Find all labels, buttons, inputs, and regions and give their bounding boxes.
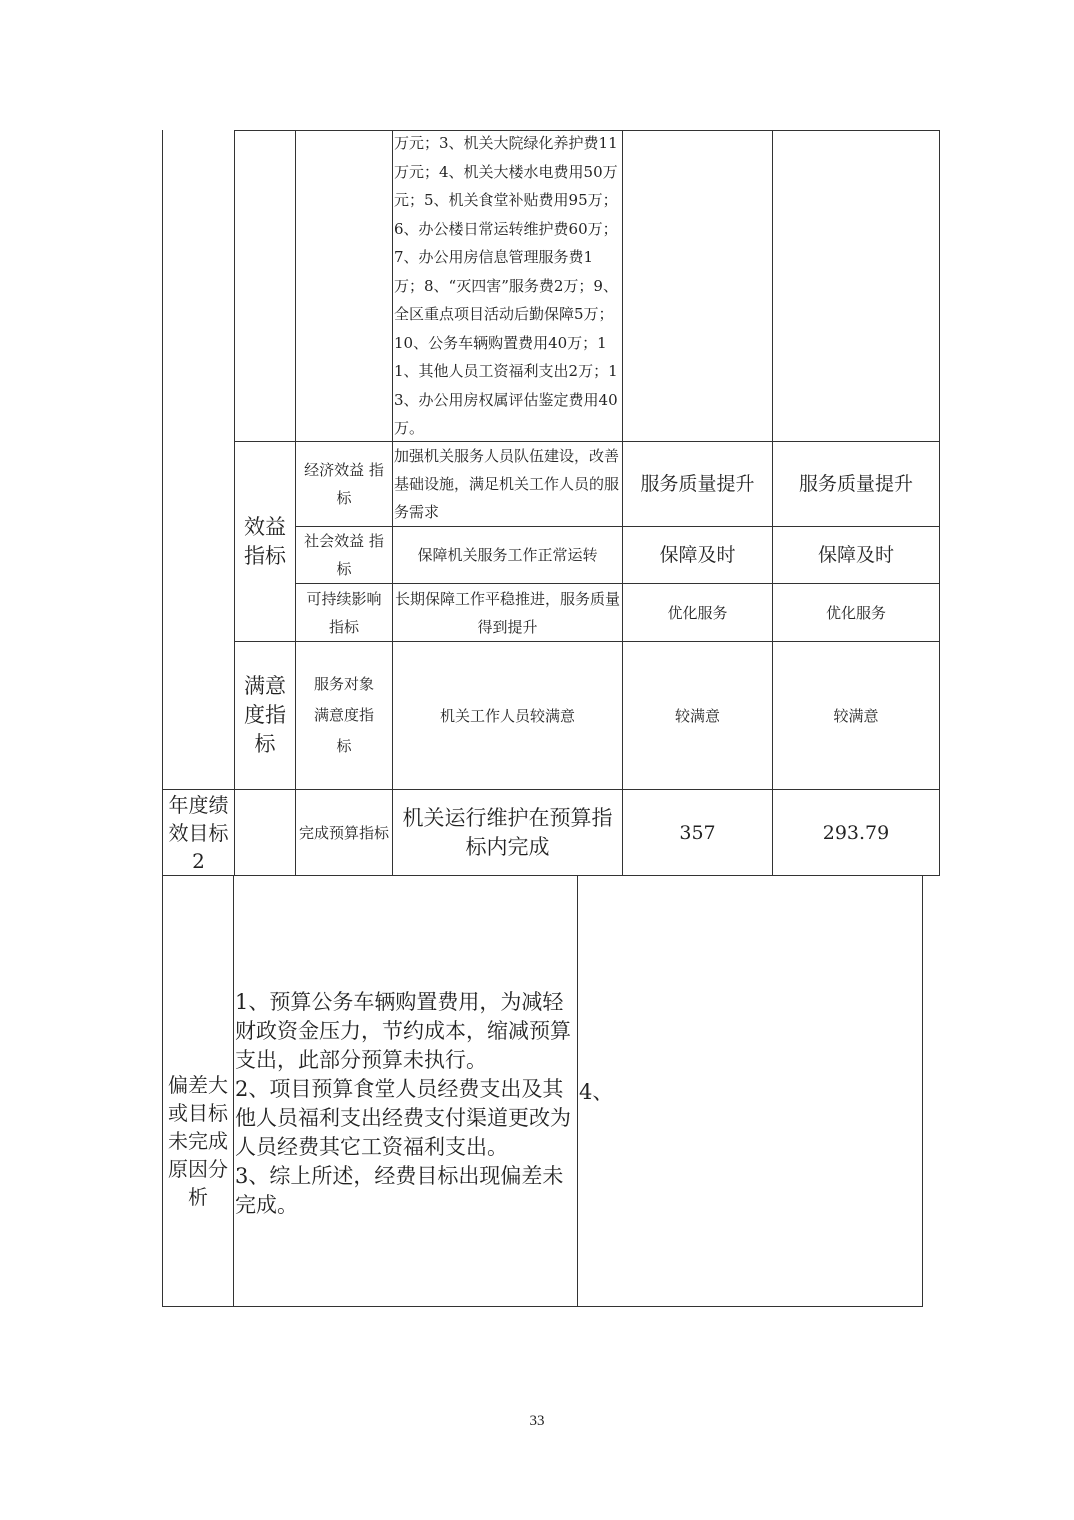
deviation-label: 偏差大或目标未完成原因分析 xyxy=(168,1073,228,1209)
benefit-category-label: 效益指标 xyxy=(244,514,286,568)
vline-outer-left xyxy=(162,130,163,876)
satisfaction-category-cell xyxy=(235,642,295,789)
satisfaction-target-value: 较满意 xyxy=(674,706,720,725)
satisfaction-indicator-label: 服务对象满意度指标 xyxy=(313,675,374,755)
sustain-target-cell xyxy=(623,584,772,641)
econ-indicator-cell xyxy=(296,442,392,526)
goal2-label: 年度绩效目标2 xyxy=(168,792,229,873)
satisfaction-actual-cell xyxy=(773,642,939,789)
social-target-value: 保障及时 xyxy=(659,544,736,566)
sustain-actual-value: 优化服务 xyxy=(825,603,886,622)
hline-deviation-bottom xyxy=(162,1306,923,1307)
social-actual-value: 保障及时 xyxy=(817,544,894,566)
social-actual-cell xyxy=(773,527,939,583)
deviation-reason-text: 1、预算公务车辆购置费用，为减轻财政资金压力，节约成本，缩减预算支出，此部分预算未执行。 2、项目预算食堂人员经费支出及其他人员福利支出经费支付渠道更改为人员经费其它工资福利支出。 3、综上所述，经费目标出现偏差未完成。 xyxy=(235,990,571,1217)
goal2-actual-value: 293.79 xyxy=(822,821,890,844)
deviation-note-text: 4、 xyxy=(579,1080,614,1104)
satisfaction-content-cell xyxy=(393,642,622,789)
sustain-content-text: 长期保障工作平稳推进，服务质量得到提升 xyxy=(394,589,620,636)
satisfaction-actual-value: 较满意 xyxy=(833,706,879,725)
econ-actual-value: 服务质量提升 xyxy=(798,473,913,495)
deviation-reason-cell xyxy=(234,988,577,1228)
goal2-content-text: 机关运行维护在预算指标内完成 xyxy=(402,805,613,859)
econ-target-value: 服务质量提升 xyxy=(640,473,755,495)
sustain-indicator-label: 可持续影响指标 xyxy=(306,589,382,636)
goal2-target-value: 357 xyxy=(679,821,716,844)
sustain-target-value: 优化服务 xyxy=(667,603,728,622)
econ-content-text: 加强机关服务人员队伍建设，改善基础设施，满足机关工作人员的服务需求 xyxy=(394,447,620,521)
social-target-cell xyxy=(623,527,772,583)
econ-target-cell xyxy=(623,442,772,526)
expense-detail-text: 万元；3、机关大院绿化养护费11万元；4、机关大楼水电费用50万元；5、机关食堂补贴费用95万；6、办公楼日常运转维护费60万；7、办公用房信息管理服务费1万；8、“灭四害”服务费2万；9、全区重点项目活动后勤保障5万；10、公务车辆购置费用40万；11、其他人员工资福利支出2万；13、办公用房权属评估鉴定费用40万。 xyxy=(394,134,618,438)
goal2-label-cell xyxy=(163,790,234,875)
social-indicator-label: 社会效益 指标 xyxy=(304,532,384,578)
social-indicator-cell xyxy=(296,527,392,583)
goal2-content-cell xyxy=(393,790,622,875)
social-content-text: 保障机关服务工作正常运转 xyxy=(417,546,598,564)
deviation-label-cell xyxy=(163,1066,233,1216)
satisfaction-content-text: 机关工作人员较满意 xyxy=(439,706,575,725)
goal2-target-cell xyxy=(623,790,772,875)
econ-actual-cell xyxy=(773,442,939,526)
satisfaction-indicator-cell xyxy=(296,642,392,789)
vline-outer-right xyxy=(939,130,940,876)
goal2-indicator-cell xyxy=(296,790,392,875)
benefit-category-cell xyxy=(235,442,295,641)
econ-content-cell xyxy=(393,442,622,526)
goal2-indicator-label: 完成预算指标 xyxy=(298,823,389,842)
hline-goal2-bottom xyxy=(162,875,940,876)
satisfaction-target-cell xyxy=(623,642,772,789)
deviation-note-cell xyxy=(578,1078,922,1110)
goal2-actual-cell xyxy=(773,790,939,875)
social-content-cell xyxy=(393,527,622,583)
expense-detail-cell xyxy=(393,131,622,441)
vline-dev-right xyxy=(922,875,923,1307)
page-number: 33 xyxy=(529,1413,545,1429)
satisfaction-category-label: 满意度指标 xyxy=(244,674,286,756)
econ-indicator-label: 经济效益 指标 xyxy=(304,461,384,507)
sustain-indicator-cell xyxy=(296,584,392,641)
sustain-actual-cell xyxy=(773,584,939,641)
sustain-content-cell xyxy=(393,584,622,641)
